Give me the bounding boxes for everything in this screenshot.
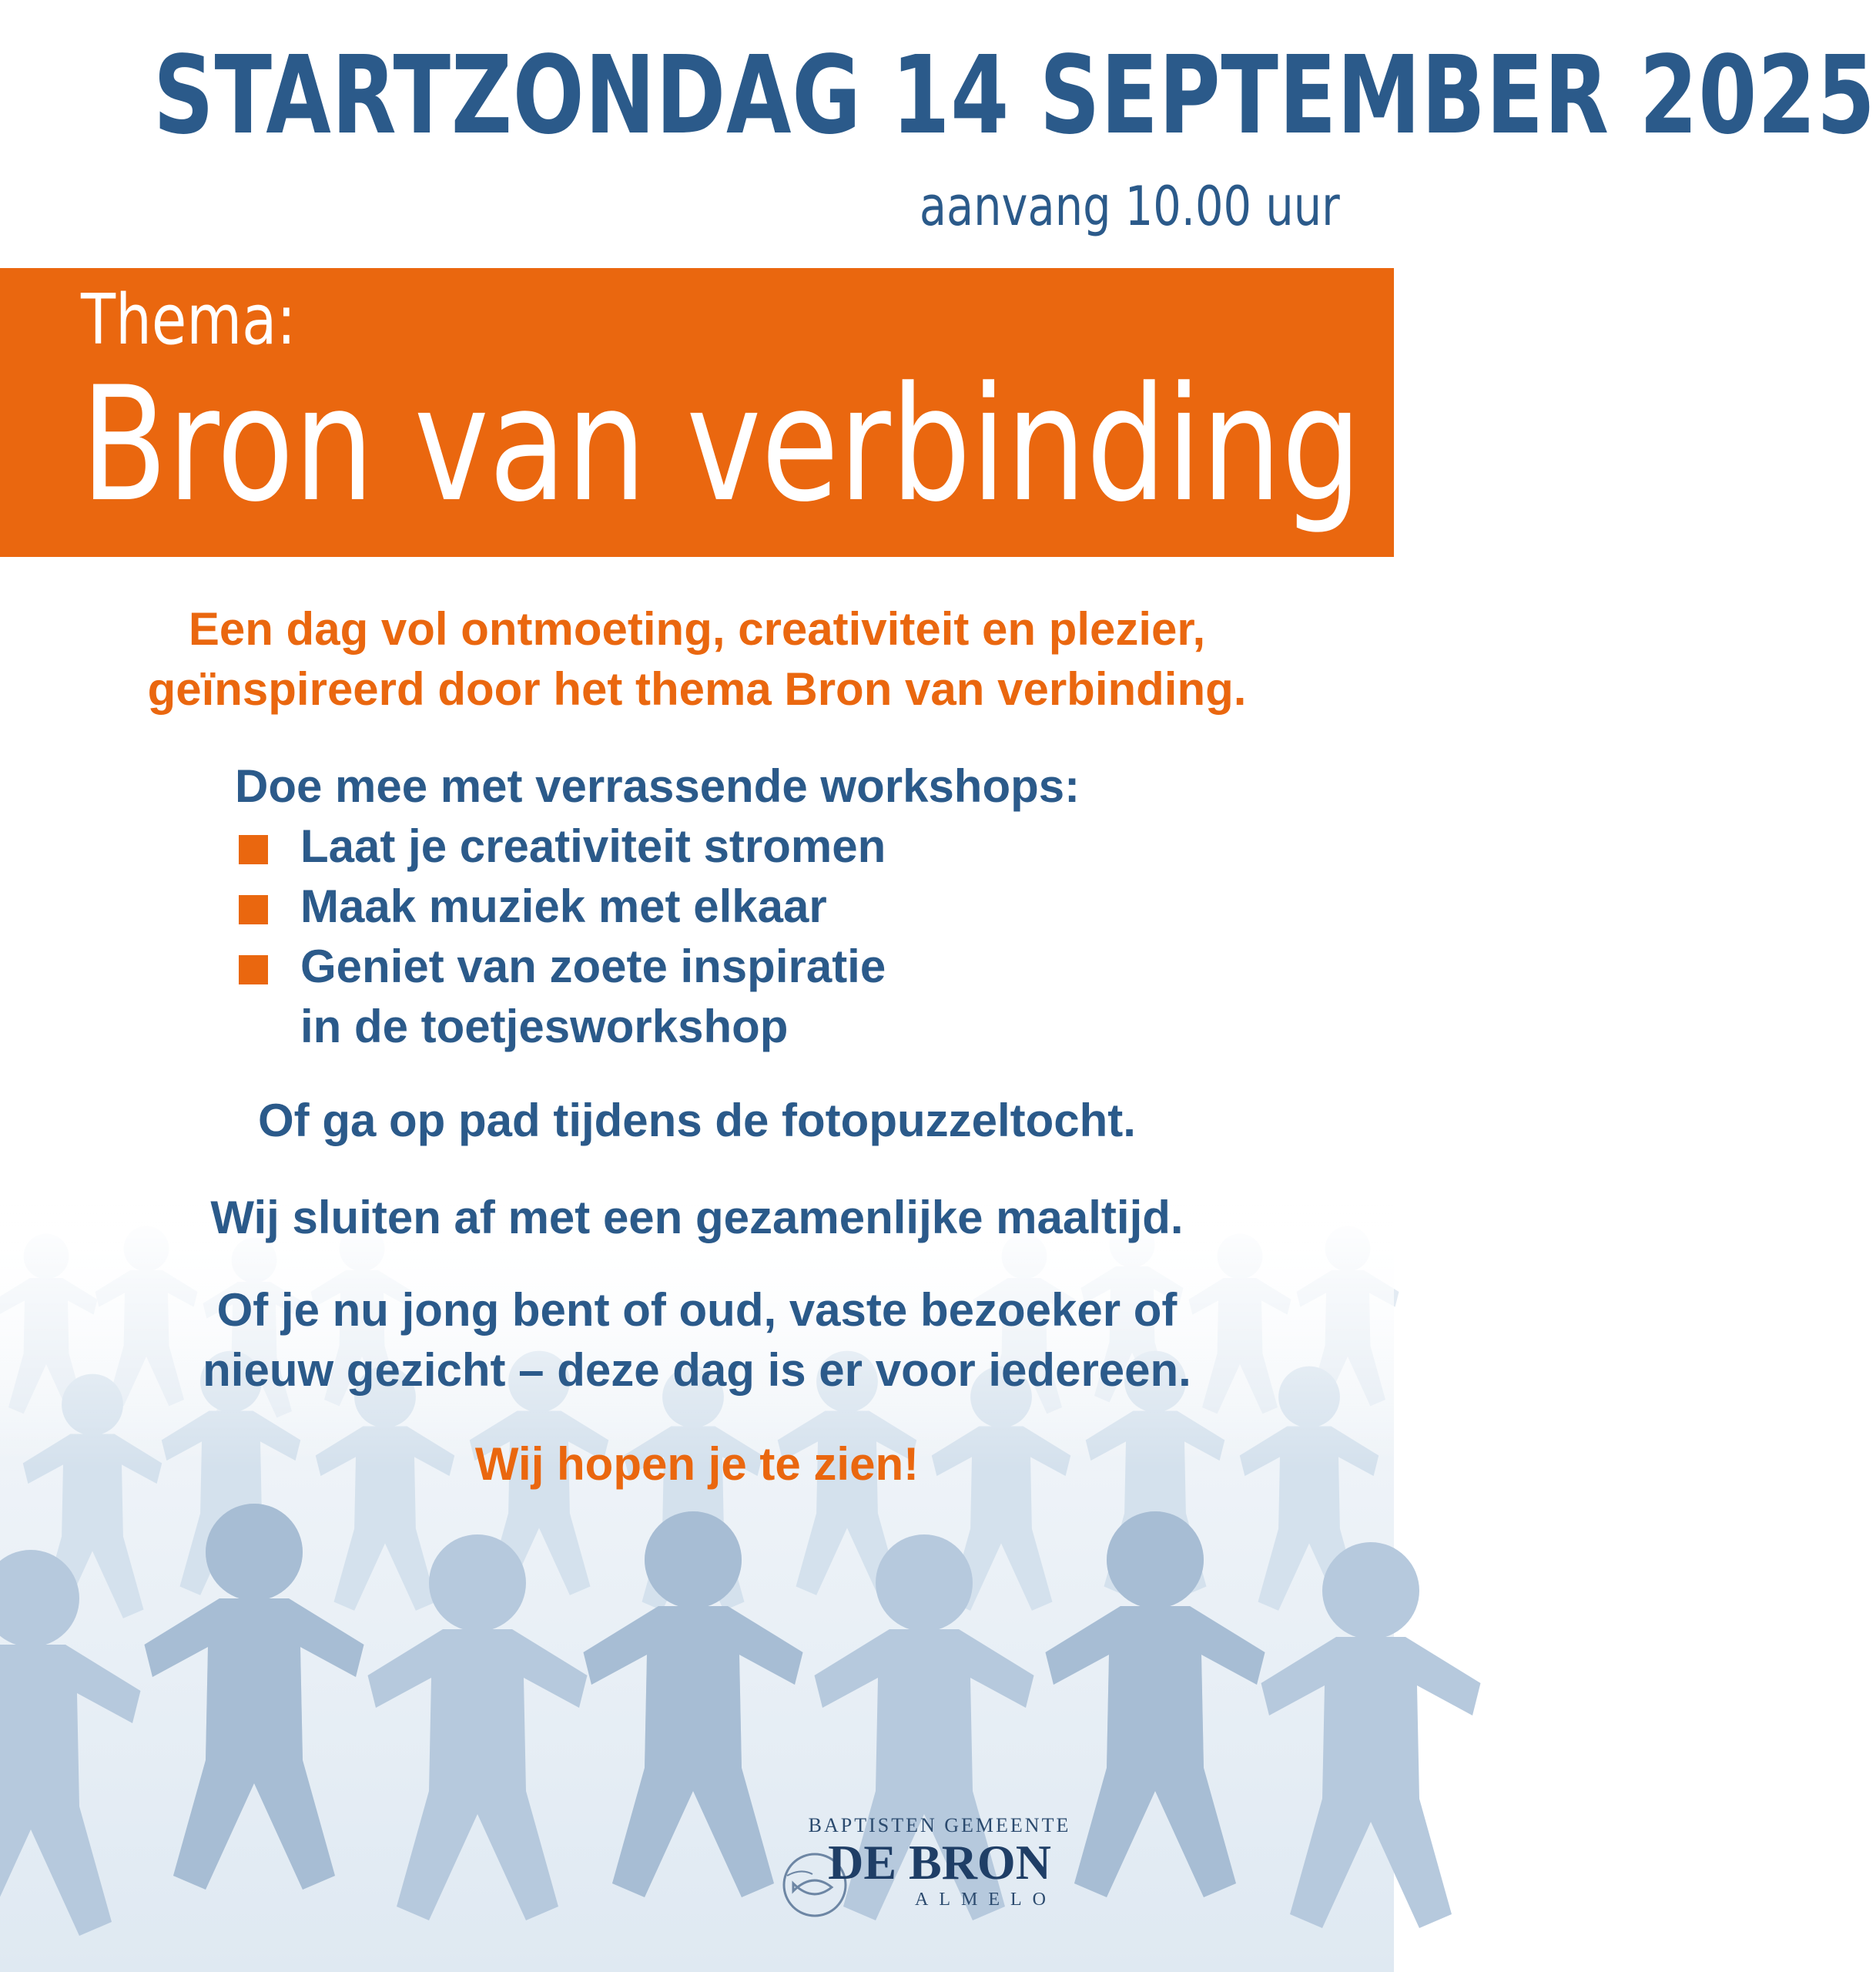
workshop-item-text: Laat je creativiteit stromen (300, 820, 886, 872)
logo-bottom-text: ALMELO (915, 1890, 1057, 1910)
start-time-label: aanvang 10.00 uur (920, 175, 1340, 238)
intro-text (0, 599, 1394, 719)
workshop-item-text: Geniet van zoete inspiratie (300, 941, 886, 992)
logo-main-text: DE BRON (828, 1835, 1051, 1890)
workshop-item-text-continued: in de toetjesworkshop (300, 1001, 789, 1052)
intro-line-2: geïnspireerd door het thema Bron van verbinding. (147, 663, 1247, 715)
closing-text: Wij hopen je te zien! (474, 1438, 920, 1490)
workshop-item-text: Maak muziek met elkaar (300, 880, 827, 932)
list-item (239, 937, 886, 1057)
orange-square-bullet-icon (239, 955, 268, 984)
list-item (239, 877, 886, 937)
event-date-headline: STARTZONDAG 14 SEPTEMBER 2025 (153, 33, 1876, 159)
orange-square-bullet-icon (239, 835, 268, 864)
logo-top-text: BAPTISTEN GEMEENTE (808, 1814, 1071, 1836)
theme-label: Thema: (81, 280, 296, 361)
church-logo (770, 1814, 1094, 1922)
list-item (239, 817, 886, 877)
iedereen-line-2: nieuw gezicht – deze dag is er voor iedereen. (203, 1344, 1191, 1396)
iedereen-line-1: Of je nu jong bent of oud, vaste bezoeker of (216, 1284, 1178, 1336)
maaltijd-text: Wij sluiten af met een gezamenlijke maaltijd. (210, 1192, 1184, 1243)
intro-line-1: Een dag vol ontmoeting, creativiteit en plezier, (188, 603, 1206, 655)
orange-square-bullet-icon (239, 895, 268, 924)
theme-band (0, 268, 1394, 557)
workshops-list (239, 817, 886, 1057)
workshops-heading: Doe mee met verrassende workshops: (235, 760, 1080, 812)
theme-title: Bron van verbinding (81, 354, 1362, 537)
puzzeltocht-text: Of ga op pad tijdens de fotopuzzeltocht. (258, 1095, 1136, 1146)
iedereen-text (0, 1280, 1394, 1400)
